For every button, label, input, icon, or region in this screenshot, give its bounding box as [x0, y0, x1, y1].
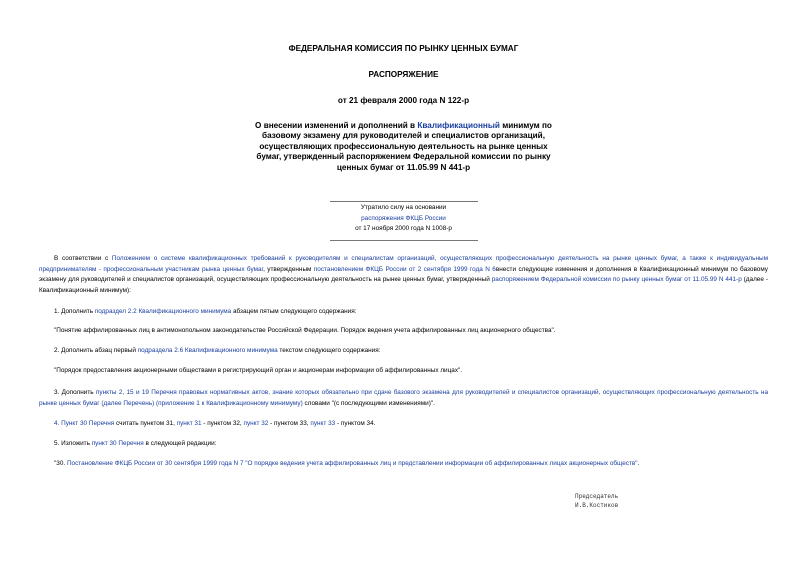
quote-1: "Понятие аффилированных лиц в антимонопольном законодательстве Российской Федерации. Порядок ведения учета аффилированных лиц акционерного общества".: [54, 327, 556, 334]
link-item-32[interactable]: пункт 32: [243, 420, 269, 427]
link-subsection-2-2[interactable]: подраздел 2.2 Квалификационного минимума: [94, 308, 232, 315]
document-type: РАСПОРЯЖЕНИЕ: [368, 70, 439, 79]
signature-role: Председатель: [575, 493, 619, 500]
link-item-30-list[interactable]: пункт 30 Перечня: [91, 440, 144, 447]
repeal-note-link[interactable]: распоряжения ФКЦБ России: [361, 214, 446, 222]
signature-block: [575, 492, 618, 510]
repeal-note-line3: от 17 ноября 2000 года N 1008-р: [355, 225, 452, 232]
link-items-2-15-19[interactable]: пункты 2, 15 и 19 Перечня правовых нормативных актов, знание которых обязательно при сдаче базового экзамена для руководителей и специалистов организаций, осуществляющих профессиональную деятельность на рынке ценных бумаг (далее Перечень) (приложение 1 к Квалификационному минимуму): [39, 389, 768, 407]
link-subsection-2-6[interactable]: подраздела 2.6 Квалификационного минимума: [137, 347, 278, 354]
intro-paragraph: В соответствии с Положением о системе квалификационных требований к руководителям и специалистам организаций, осуществляющих профессиональную деятельность на рынке ценных бумаг, а также к индивидуальным предпринимателям - профессиональным участникам рынка ценных бумаг, утвержденным постановлением ФКЦБ России от 2 сентября 1999 года N 6внести следующие изменения и дополнения в Квалификационный минимум по базовому экзамену для руководителей и специалистов организаций, осуществляющих профессиональную деятельность на рынке ценных бумаг, утвержденный распоряжением Федеральной комиссии по рынку ценных бумаг от 11.05.99 N 441-р (далее - Квалификационный минимум):: [39, 255, 769, 294]
item-1: 1. Дополнить подраздел 2.2 Квалификационного минимума абзацем пятым следующего содержания:: [54, 308, 357, 315]
link-item-30[interactable]: 4. Пункт 30 Перечня: [54, 420, 115, 427]
divider-bottom: [330, 240, 478, 241]
link-item-31[interactable]: пункт 31: [176, 420, 202, 427]
link-fkcb-resolution-6[interactable]: постановлением ФКЦБ России от 2 сентября 1999 года N 6: [313, 265, 496, 273]
quote-2: "Порядок предоставления акционерными обществами в регистрирующий орган и акционерам информации об аффилированных лицах".: [54, 367, 463, 374]
divider-top: [330, 201, 478, 202]
item-3: 3. Дополнить пункты 2, 15 и 19 Перечня правовых нормативных актов, знание которых обязательно при сдаче базового экзамена для руководителей и специалистов организаций, осуществляющих профессиональную деятельность на рынке ценных бумаг (далее Перечень) (приложение 1 к Квалификационному минимуму) словами "(с последующими изменениями)".: [39, 389, 768, 407]
item-5: 5. Изложить пункт 30 Перечня в следующей редакции:: [54, 440, 217, 447]
title-link-qualification-minimum[interactable]: Квалификационный: [417, 121, 500, 130]
item-4: 4. Пункт 30 Перечня считать пунктом 31, пункт 31 - пунктом 32, пункт 32 - пунктом 33, пункт 33 - пунктом 34.: [54, 420, 376, 427]
repeal-note-line1: Утратило силу на основании: [360, 204, 447, 211]
document-date-number: от 21 февраля 2000 года N 122-р: [337, 96, 470, 105]
link-fkcb-order-441[interactable]: распоряжением Федеральной комиссии по рынку ценных бумаг от 11.05.99 N 441-р: [491, 276, 742, 284]
quote-3: "30. Постановление ФКЦБ России от 30 сентября 1999 года N 7 "О порядке ведения учета аффилированных лиц и представлении информации об аффилированных лицах акционерных обществ".: [54, 460, 640, 467]
link-item-33[interactable]: пункт 33: [310, 420, 336, 427]
title-prefix: О внесении изменений и дополнений в: [255, 121, 418, 130]
document-title: [250, 121, 557, 173]
signature-name: И.В.Костиков: [575, 502, 619, 509]
item-2: 2. Дополнить абзац первый подраздела 2.6 Квалификационного минимума текстом следующего содержания:: [54, 347, 381, 354]
title-rest: минимум по базовому экзамену для руководителей и специалистов организаций, осуществляющих профессиональную деятельность на рынке ценных бумаг, утвержденный распоряжением Федеральной комиссии по рынку ценных бумаг от 11.05.99 N 441-р: [256, 121, 552, 172]
agency-name: ФЕДЕРАЛЬНАЯ КОМИССИЯ ПО РЫНКУ ЦЕННЫХ БУМАГ: [288, 44, 519, 53]
repeal-note: [300, 203, 507, 235]
link-fkcb-resolution-7[interactable]: Постановление ФКЦБ России от 30 сентября 1999 года N 7 "О порядке ведения учета аффилированных лиц и представлении информации об аффилированных лицах акционерных обществ": [66, 460, 638, 467]
link-qualification-system-regulation[interactable]: Положением о системе квалификационных требований к руководителям и специалистам организаций, осуществляющих профессиональную деятельность на рынке ценных бумаг, а также к индивидуальным предпринимателям - профессиональным участникам рынка ценных бумаг: [39, 255, 769, 273]
